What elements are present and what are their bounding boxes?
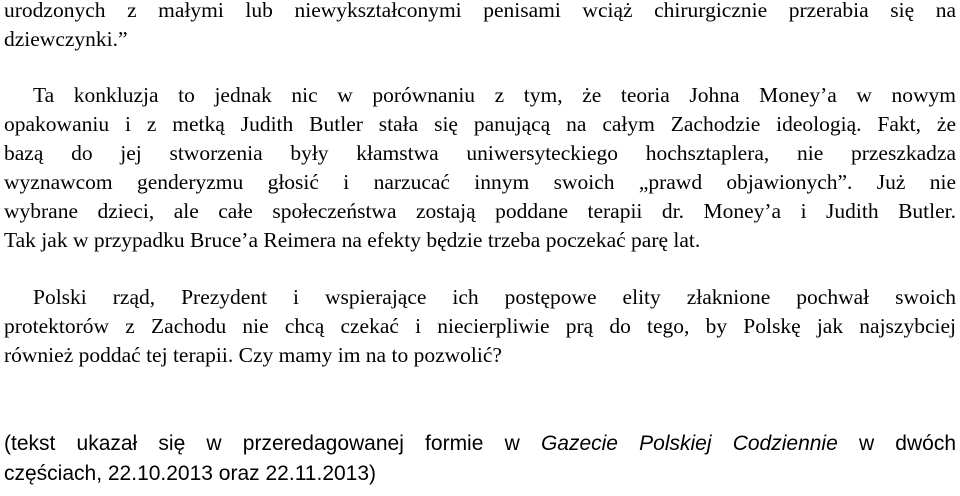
- paragraph-1-line-1: urodzonych z małymi lub niewykształconymi penisami wciąż chirurgicznie przerabia się na: [4, 0, 956, 22]
- source-note-suffix: w dwóch: [837, 432, 957, 455]
- publication-title: Gazecie Polskiej Codziennie: [540, 432, 838, 455]
- paragraph-2: [4, 81, 956, 255]
- paragraph-3-line-3: również poddać tej terapii. Czy mamy im na to pozwolić?: [4, 343, 502, 367]
- source-note-prefix: (tekst ukazał się w przeredagowanej formie w: [4, 432, 541, 455]
- paragraph-3-line-1: Polski rząd, Prezydent i wspierające ich postępowe elity złaknione pochwał swoich: [33, 285, 956, 309]
- paragraph-3: [4, 283, 956, 370]
- paragraph-2-line-4: wyznawcom genderyzmu głosić i narzucać innym swoich „prawd objawionych”. Już nie: [4, 170, 956, 194]
- paragraph-3-line-2: protektorów z Zachodu nie chcą czekać i niecierpliwie prą do tego, by Polskę jak najszybciej: [4, 314, 956, 338]
- paragraph-2-line-3: bazą do jej stworzenia były kłamstwa uniwersyteckiego hochsztaplera, nie przeszkadza: [4, 141, 956, 165]
- paragraph-2-line-2: opakowaniu i z metką Judith Butler stała się panującą na całym Zachodzie ideologią. Fakt, że: [4, 112, 956, 136]
- source-note: [4, 429, 956, 489]
- paragraph-1-line-2: dziewczynki.”: [4, 27, 128, 51]
- paragraph-2-line-1: Ta konkluzja to jednak nic w porównaniu z tym, że teoria Johna Money’a w nowym: [33, 83, 956, 107]
- paragraph-2-line-6: Tak jak w przypadku Bruce’a Reimera na efekty będzie trzeba poczekać parę lat.: [4, 228, 701, 252]
- paragraph-2-line-5: wybrane dzieci, ale całe społeczeństwa zostają poddane terapii dr. Money’a i Judith Butler.: [4, 199, 956, 223]
- source-note-line-1: [4, 429, 956, 459]
- source-note-line-2: częściach, 22.10.2013 oraz 22.11.2013): [4, 462, 377, 485]
- paragraph-1: [4, 0, 956, 54]
